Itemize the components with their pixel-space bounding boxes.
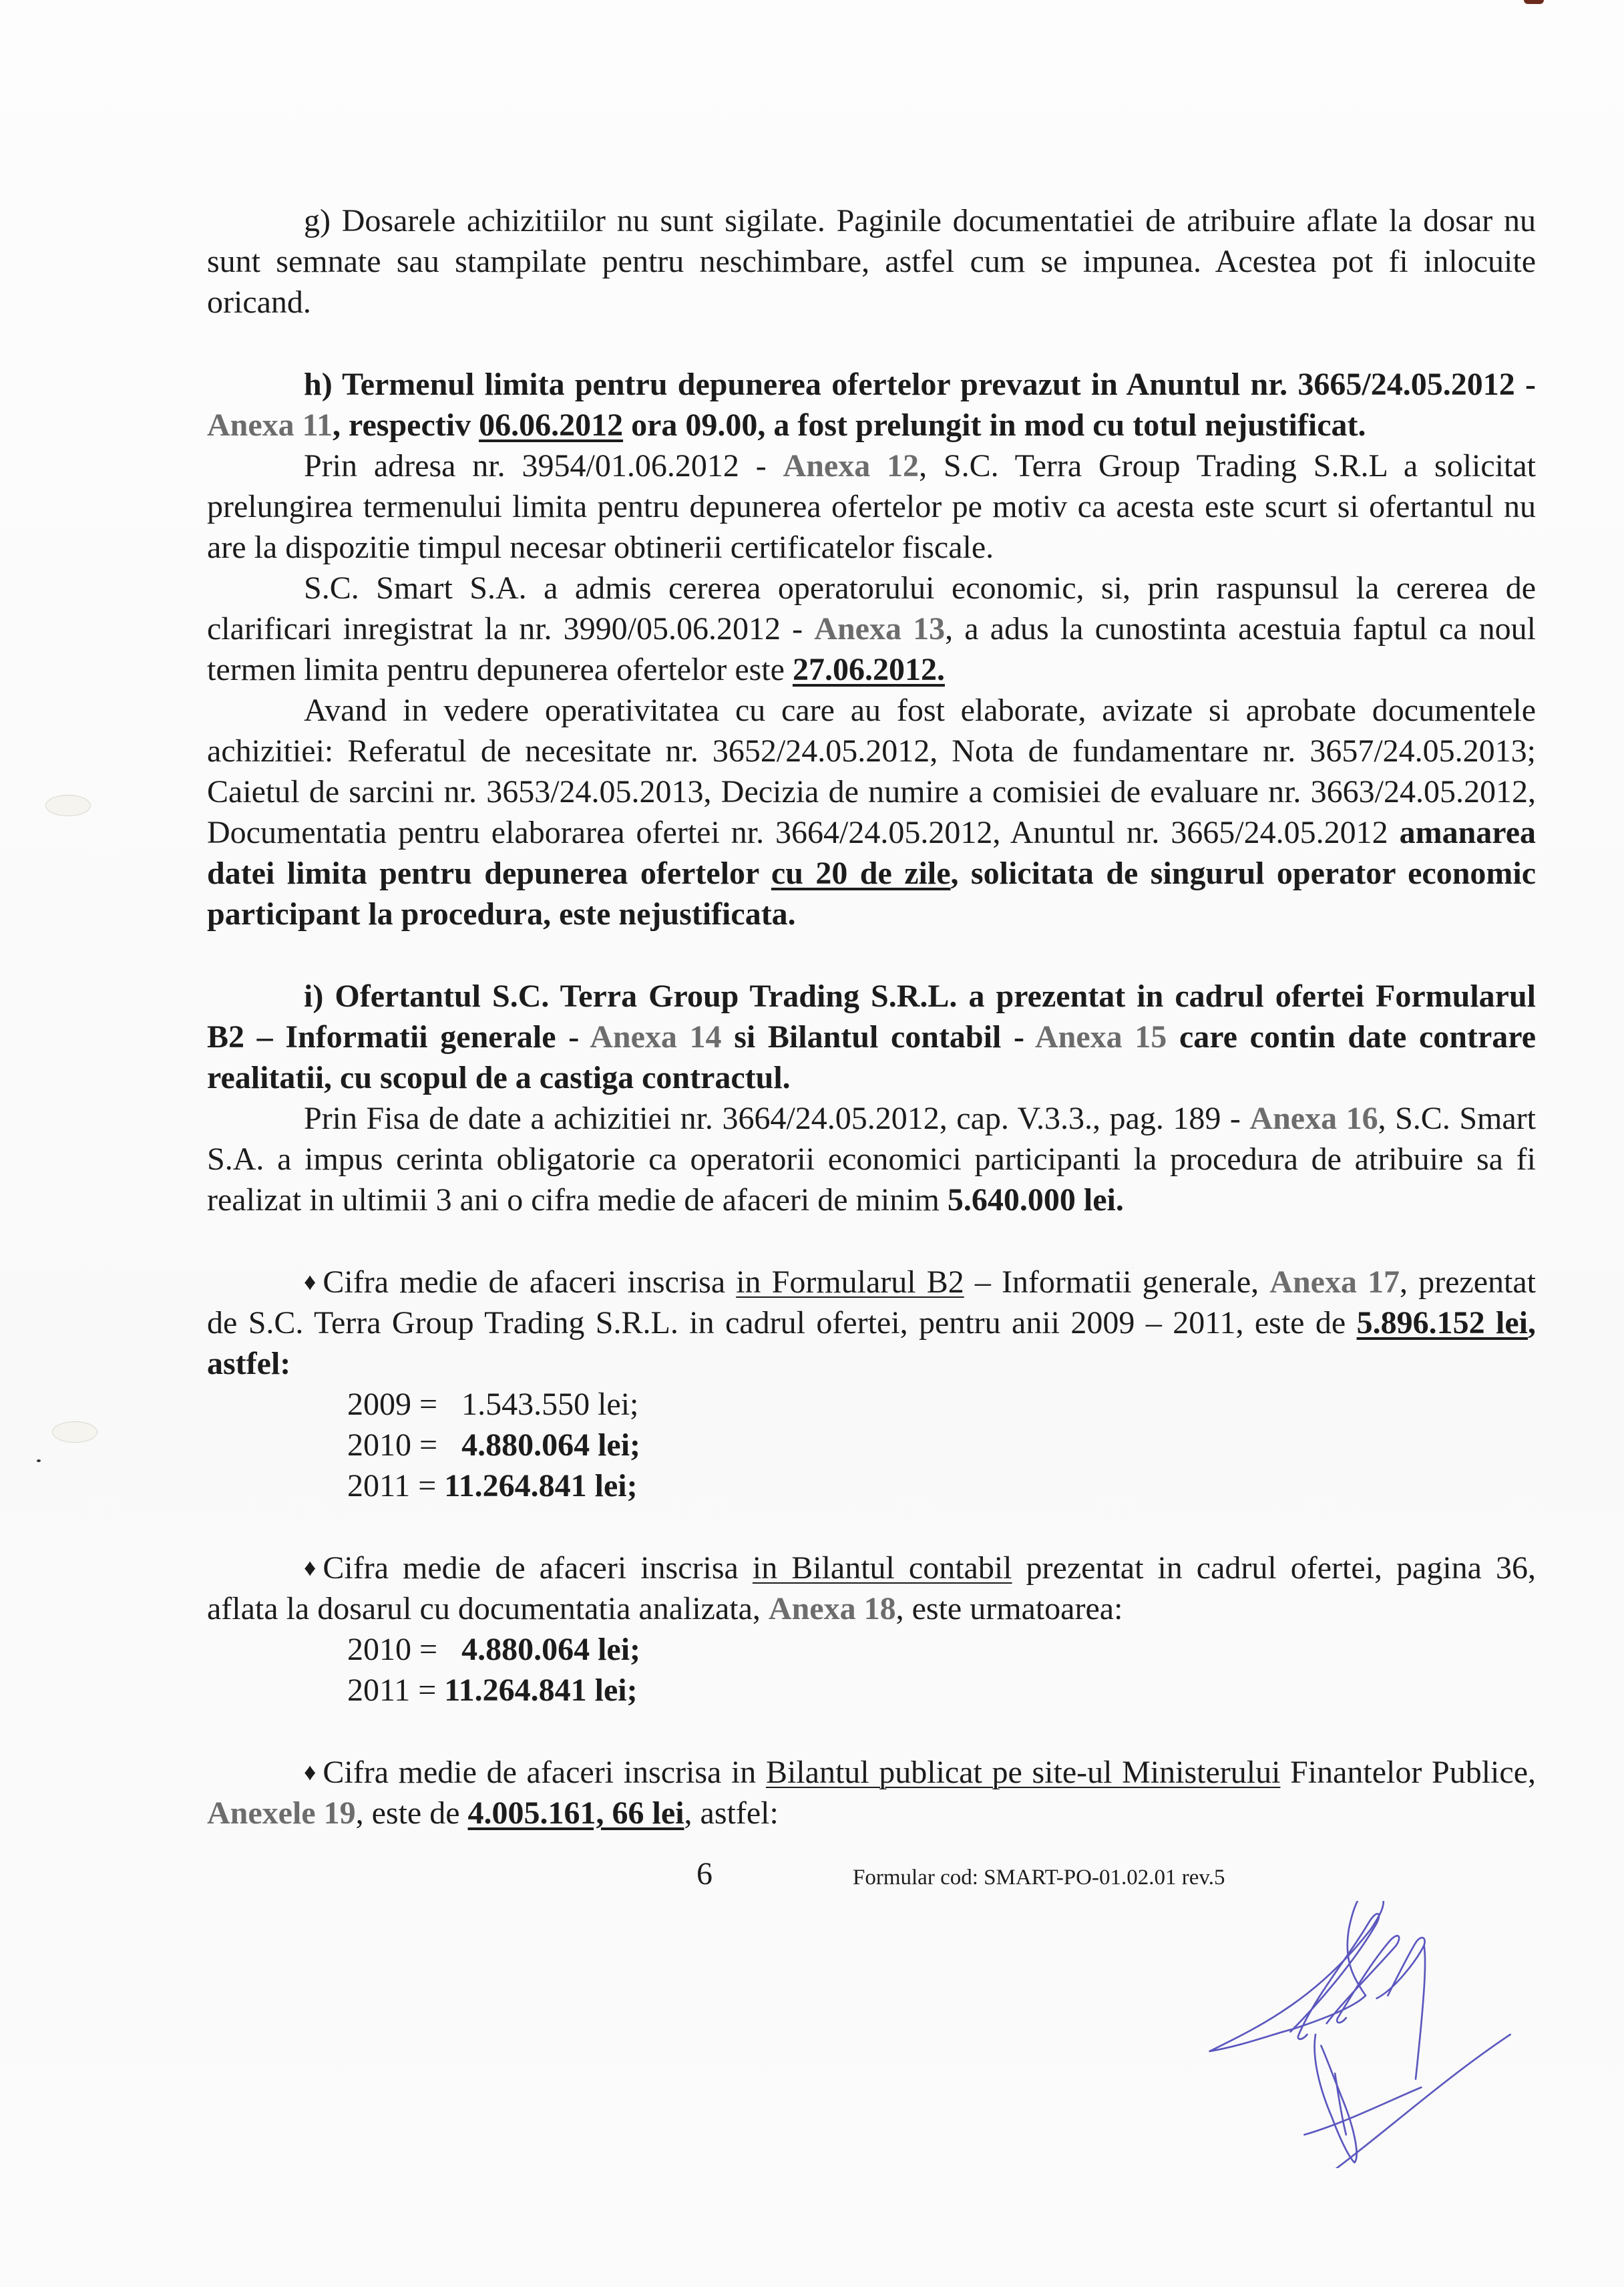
year-row (207, 1425, 1536, 1465)
section-h-heading (207, 364, 1536, 446)
paragraph-text: prezentat in cadrul ofertei, pagina 36, aflata la dosarul cu documentatia analizata, (207, 1550, 1537, 1626)
section-g-text: Dosarele achizitiilor nu sunt sigilate. Paginile documentatiei de atribuire aflate la dosar nu sunt semnate sau stampilate pentru neschimbare, astfel cum se impunea. Acestea pot fi inlocuite oricand. (207, 203, 1537, 320)
published-average-turnover: 4.005.161, 66 lei (467, 1795, 684, 1831)
annex-13-ref: Anexa 13 (814, 611, 946, 647)
year-label: 2011 = (347, 1468, 437, 1504)
annex-17-ref: Anexa 17 (1269, 1264, 1400, 1300)
signature-area (1149, 1901, 1616, 2168)
paragraph-bold-text: amanarea datei limita pentru depunerea ofertelor (207, 815, 1536, 891)
paragraph-text: Finantelor Publice, (1280, 1755, 1537, 1790)
signature-stroke (1315, 2035, 1357, 2163)
section-h-heading-text: h) Termenul limita pentru depunerea ofertelor prevazut in Anuntul nr. 3665/24.05.2012 - (304, 367, 1536, 402)
year-value: 4.880.064 lei; (461, 1632, 641, 1667)
paragraph-text: , este urmatoarea: (895, 1591, 1123, 1626)
section-i-heading-text: i) Ofertantul S.C. Terra Group Trading S.R.L. a prezentat in cadrul ofertei Formularul B2 – Informatii generale - (207, 979, 1536, 1055)
annex-14-ref: Anexa 14 (590, 1019, 722, 1055)
paragraph-text: , este de (355, 1795, 468, 1831)
handwritten-signature (1149, 1901, 1616, 2168)
minimum-turnover: 5.640.000 lei. (947, 1182, 1124, 1218)
diamond-bullet-icon: ♦ (304, 1554, 317, 1581)
b1-year-list (207, 1384, 1536, 1506)
form-code: Formular cod: SMART-PO-01.02.01 rev.5 (853, 1866, 1225, 1890)
formular-b2-ref: in Formularul B2 (736, 1264, 964, 1300)
annex-11-ref: Anexa 11 (207, 407, 333, 443)
section-g-label: g) (304, 203, 331, 238)
paragraph-text: , a adus la cunostinta acestuia faptul ca noul termen limita pentru depunerea ofertelor este (207, 611, 1536, 687)
extension-days: cu 20 de zile (771, 856, 951, 891)
bullet-bilant-contabil (207, 1548, 1536, 1629)
year-row (207, 1384, 1536, 1425)
paragraph-text: Prin Fisa de date a achizitiei nr. 3664/24.05.2012, cap. V.3.3., pag. 189 - (304, 1101, 1250, 1136)
paragraph-text: – Informatii generale, (964, 1264, 1270, 1300)
paragraph-text: , prezentat de S.C. Terra Group Trading S.R.L. in cadrul ofertei, pentru anii 2009 – 2011, este de (207, 1264, 1537, 1341)
paragraph-text: , astfel: (684, 1795, 779, 1831)
year-value: 11.264.841 lei; (444, 1673, 638, 1708)
year-value: 1.543.550 lei; (461, 1387, 639, 1422)
diamond-bullet-icon: ♦ (304, 1268, 317, 1295)
page-footer (0, 1854, 1624, 1894)
bullet-formular-b2 (207, 1262, 1536, 1384)
year-label: 2009 = (347, 1387, 438, 1422)
original-deadline-date: 06.06.2012 (479, 407, 624, 443)
year-row (207, 1629, 1536, 1670)
annex-19-ref: Anexele 19 (207, 1795, 356, 1831)
signature-stroke (1304, 2087, 1421, 2135)
year-label: 2011 = (347, 1673, 437, 1708)
section-i-paragraph-1 (207, 1098, 1536, 1220)
section-h-heading-text-2: , respectiv (333, 407, 479, 443)
signature-stroke (1291, 1914, 1380, 2039)
declared-average-turnover: 5.896.152 lei (1356, 1305, 1528, 1341)
annex-12-ref: Anexa 12 (783, 448, 920, 484)
year-label: 2010 = (347, 1427, 438, 1463)
annex-16-ref: Anexa 16 (1249, 1101, 1378, 1136)
paragraph-text: Avand in vedere operativitatea cu care au fost elaborate, avizate si aprobate documentele achizitiei: Referatul de necesitate nr. 3652/24.05.2012, Nota de fundamentare nr. 3657/24.05.2013; Caietul de sarcini nr. 3653/24.05.2013, Decizia de numire a comisiei de evaluare nr. 3663/24.05.2012, Documentatia pentru elaborarea ofertei nr. 3664/24.05.2012, Anuntul nr. 3665/24.05.2012 (207, 693, 1536, 850)
paragraph-text: Cifra medie de afaceri inscrisa (323, 1550, 753, 1586)
section-i-heading (207, 976, 1536, 1098)
paragraph-text: Prin adresa nr. 3954/01.06.2012 - (304, 448, 783, 484)
paragraph-bold-text: , astfel: (207, 1305, 1536, 1381)
page-number: 6 (696, 1856, 713, 1892)
year-value: 11.264.841 lei; (444, 1468, 638, 1504)
annex-15-ref: Anexa 15 (1034, 1019, 1167, 1055)
document-body (207, 200, 1536, 1833)
b2-year-list (207, 1629, 1536, 1711)
paragraph-text: Cifra medie de afaceri inscrisa (323, 1264, 737, 1300)
section-g (207, 200, 1536, 323)
paragraph-text: Cifra medie de afaceri inscrisa in (323, 1755, 766, 1790)
year-label: 2010 = (347, 1632, 438, 1667)
year-row (207, 1670, 1536, 1711)
bullet-bilant-publicat (207, 1752, 1536, 1833)
annex-18-ref: Anexa 18 (768, 1591, 896, 1626)
section-h-paragraph-1 (207, 446, 1536, 568)
paragraph-text: , S.C. Smart S.A. a impus cerinta obligatorie ca operatorii economici participanti la procedura de atribuire sa fi realizat in ultimii 3 ani o cifra medie de afaceri de minim (207, 1101, 1536, 1218)
section-h-heading-text-3: ora 09.00, a fost prelungit in mod cu totul nejustificat. (623, 407, 1366, 443)
year-row (207, 1465, 1536, 1506)
bilant-publicat-ref: Bilantul publicat pe site-ul Ministerului (765, 1755, 1281, 1790)
new-deadline-date: 27.06.2012. (792, 652, 945, 687)
diamond-bullet-icon: ♦ (304, 1759, 317, 1785)
paragraph-text: S.C. Smart S.A. a admis cererea operatorului economic, si, prin raspunsul la cererea de clarificari inregistrat la nr. 3990/05.06.2012 - (207, 570, 1536, 647)
paragraph-text: , S.C. Terra Group Trading S.R.L a solicitat prelungirea termenului limita pentru depunerea ofertelor pe motiv ca acesta este scurt si ofertantul nu are la dispozitie timpul necesar obtinerii certificatelor fiscale. (207, 448, 1537, 565)
year-value: 4.880.064 lei; (461, 1427, 641, 1463)
signature-stroke (1416, 1946, 1425, 2079)
section-h-paragraph-3 (207, 690, 1536, 934)
paragraph-bold-text: , solicitata de singurul operator economic participant la procedura, este nejustificata. (207, 856, 1537, 932)
section-i-heading-text-3: care contin date contrare realitatii, cu scopul de a castiga contractul. (207, 1019, 1536, 1095)
section-h-paragraph-2 (207, 568, 1536, 690)
section-i-heading-text-2: si Bilantul contabil - (721, 1019, 1035, 1055)
bilant-contabil-ref: in Bilantul contabil (752, 1550, 1012, 1586)
